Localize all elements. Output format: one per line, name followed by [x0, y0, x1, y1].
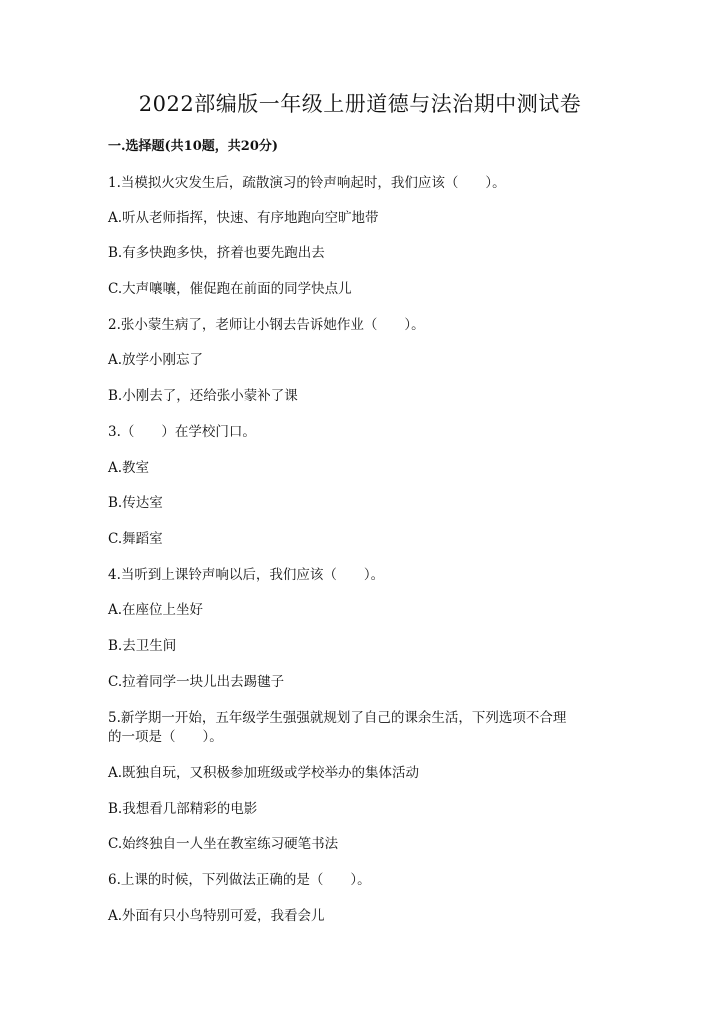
- question-1-stem: 1.当模拟火灾发生后，疏散演习的铃声响起时，我们应该（ ）。: [108, 175, 506, 191]
- question-2-stem: 2.张小蒙生病了，老师让小钢去告诉她作业（ ）。: [108, 317, 425, 333]
- question-6-option-a: A.外面有只小鸟特别可爱，我看会儿: [108, 908, 325, 924]
- question-1-option-c: C.大声嚷嚷，催促跑在前面的同学快点儿: [108, 281, 352, 297]
- question-4-option-b: B.去卫生间: [108, 638, 177, 654]
- question-3-stem: 3.（ ）在学校门口。: [108, 424, 256, 440]
- question-4-option-c: C.拉着同学一块儿出去踢毽子: [108, 674, 285, 690]
- question-3-option-b: B.传达室: [108, 495, 163, 511]
- question-5-option-b: B.我想看几部精彩的电影: [108, 801, 258, 817]
- section-heading: 一.选择题(共10题，共20分): [108, 139, 279, 154]
- question-5-stem-line-1: 5.新学期一开始，五年级学生强强就规划了自己的课余生活，下列选项不合理: [108, 710, 567, 726]
- page-title: 2022部编版一年级上册道德与法治期中测试卷: [138, 92, 582, 116]
- question-1-option-a: A.听从老师指挥，快速、有序地跑向空旷地带: [108, 210, 379, 226]
- question-1-option-b: B.有多快跑多快，挤着也要先跑出去: [108, 245, 325, 261]
- question-5-option-a: A.既独自玩，又积极参加班级或学校举办的集体活动: [108, 765, 420, 781]
- question-5-stem-line-2: 的一项是（ ）。: [108, 729, 223, 745]
- question-6-stem: 6.上课的时候，下列做法正确的是（ ）。: [108, 872, 371, 888]
- question-4-stem: 4.当听到上课铃声响以后，我们应该（ ）。: [108, 567, 385, 583]
- question-5-option-c: C.始终独自一人坐在教室练习硬笔书法: [108, 836, 339, 852]
- question-2-option-a: A.放学小刚忘了: [108, 352, 204, 368]
- question-4-option-a: A.在座位上坐好: [108, 602, 204, 618]
- question-2-option-b: B.小刚去了，还给张小蒙补了课: [108, 388, 298, 404]
- question-3-option-c: C.舞蹈室: [108, 531, 163, 547]
- question-3-option-a: A.教室: [108, 460, 150, 476]
